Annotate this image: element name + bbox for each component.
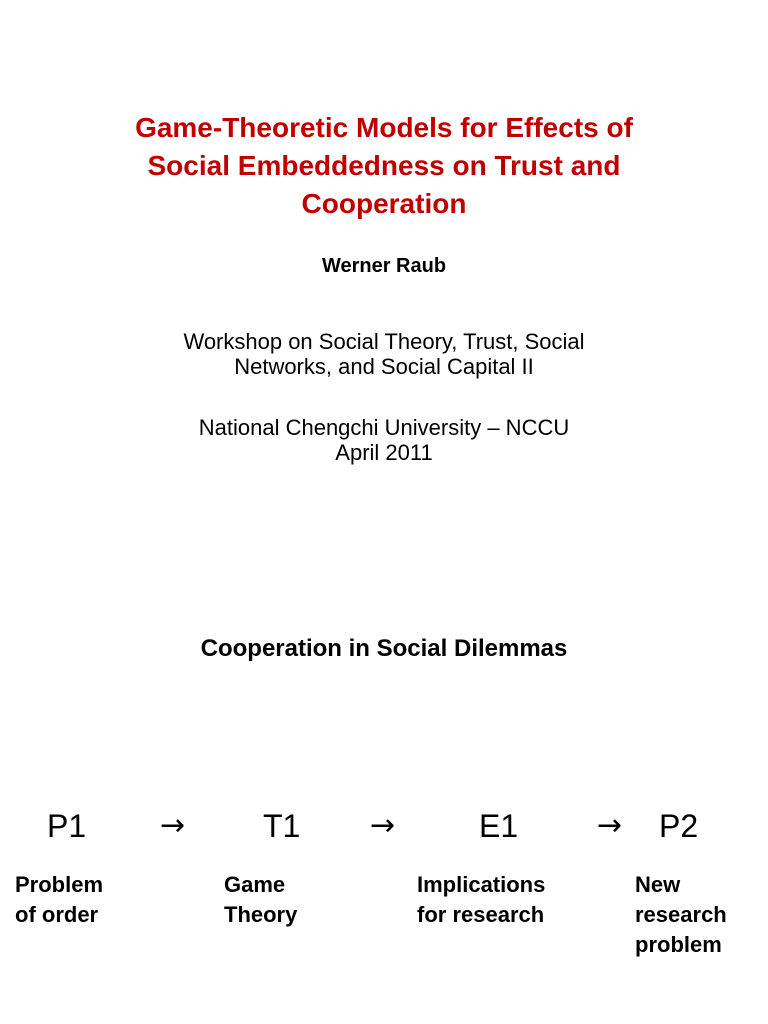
step-description-line: Theory [224, 902, 298, 927]
university-line: National Chengchi University – NCCU [198, 415, 570, 440]
university-and-date [0, 415, 768, 465]
step-description-line: of order [15, 902, 99, 927]
section-heading: Cooperation in Social Dilemmas [200, 635, 568, 662]
step-description-line: Problem [15, 872, 104, 897]
step-description-line: Game [224, 872, 286, 897]
workshop-line-1: Workshop on Social Theory, Trust, Social [183, 329, 585, 354]
author-name: Werner Raub [321, 255, 447, 277]
step-description-line: New [635, 872, 681, 897]
step-code-e1: E1 [479, 808, 519, 844]
step-code-t1: T1 [263, 808, 301, 844]
date-line: April 2011 [335, 440, 433, 465]
step-code-p1: P1 [47, 808, 87, 844]
step-description-line: problem [635, 932, 722, 957]
workshop-line-2: Networks, and Social Capital II [234, 354, 534, 379]
title-line-2: Social Embeddedness on Trust and [147, 150, 621, 181]
step-description-p1 [15, 870, 103, 930]
right-arrow-icon: → [597, 808, 623, 843]
step-description-e1 [417, 870, 545, 930]
slide-title [0, 109, 768, 223]
step-description-t1 [224, 870, 297, 930]
title-line-3: Cooperation [301, 188, 467, 219]
workshop-name [0, 329, 768, 379]
step-code-p2: P2 [659, 808, 699, 844]
step-description-line: Implications [417, 872, 546, 897]
right-arrow-icon: → [370, 808, 396, 843]
step-description-line: research [635, 902, 727, 927]
step-description-p2 [635, 870, 727, 960]
step-description-line: for research [417, 902, 545, 927]
right-arrow-icon: → [160, 808, 186, 843]
title-line-1: Game-Theoretic Models for Effects of [135, 112, 633, 143]
